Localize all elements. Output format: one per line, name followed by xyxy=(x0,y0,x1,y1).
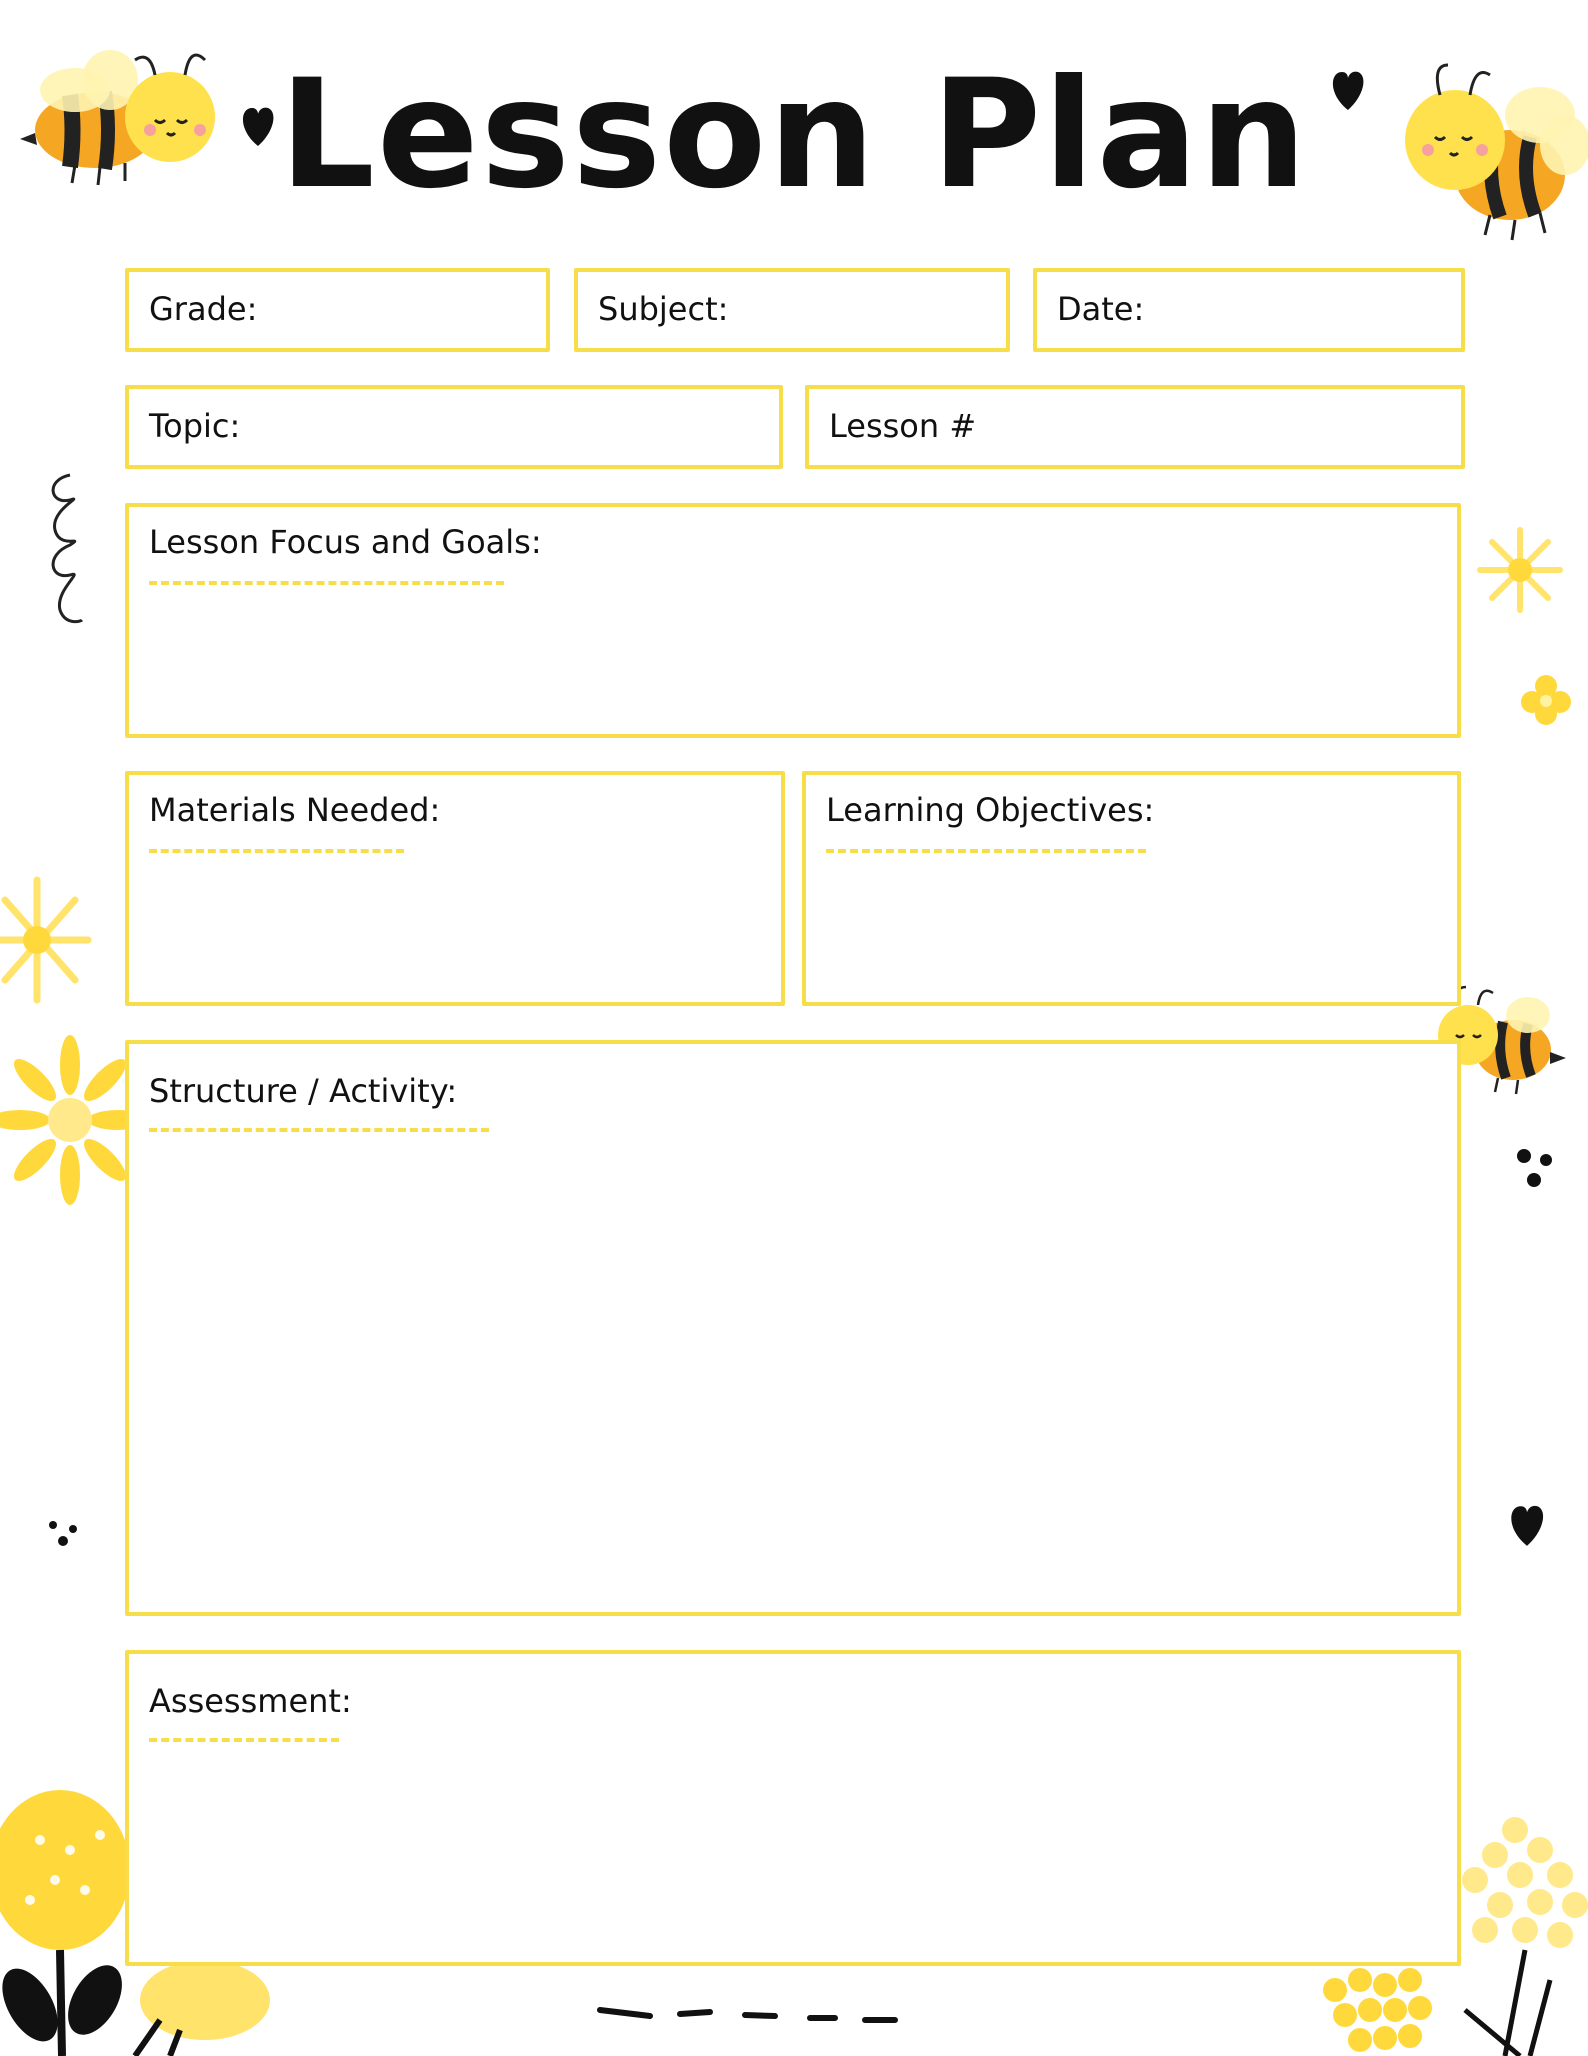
structure-activity-label: Structure / Activity: xyxy=(149,1072,458,1110)
lesson-number-label: Lesson # xyxy=(829,407,977,446)
grade-label: Grade: xyxy=(149,290,258,329)
assessment-underline xyxy=(149,1738,339,1742)
materials-label: Materials Needed: xyxy=(149,791,441,829)
structure-activity-box[interactable] xyxy=(125,1040,1461,1616)
dots-icon xyxy=(45,1515,85,1551)
focus-goals-underline xyxy=(149,581,504,585)
focus-goals-box[interactable] xyxy=(125,503,1461,738)
sun-flower-icon xyxy=(1475,525,1565,615)
grade-field[interactable] xyxy=(125,268,550,352)
topic-label: Topic: xyxy=(149,407,241,446)
subject-field[interactable] xyxy=(574,268,1010,352)
swirl-icon xyxy=(40,470,90,630)
daisy-flower-icon xyxy=(0,1035,130,1205)
small-flower-icon xyxy=(1518,672,1574,728)
subject-label: Subject: xyxy=(598,290,729,329)
heart-icon xyxy=(1505,1500,1549,1550)
bee-top-left-icon xyxy=(15,35,225,195)
sun-flower-icon xyxy=(0,875,95,1005)
dots-icon xyxy=(1512,1142,1560,1192)
dash-line-icon xyxy=(595,2000,905,2030)
topic-field[interactable] xyxy=(125,385,783,469)
bee-top-right-icon xyxy=(1390,45,1588,260)
objectives-underline xyxy=(826,849,1146,853)
structure-activity-underline xyxy=(149,1128,489,1132)
assessment-label: Assessment: xyxy=(149,1682,352,1720)
objectives-box[interactable] xyxy=(802,771,1461,1006)
lesson-number-field[interactable] xyxy=(805,385,1465,469)
focus-goals-label: Lesson Focus and Goals: xyxy=(149,523,542,561)
date-field[interactable] xyxy=(1033,268,1465,352)
heart-icon xyxy=(238,102,278,150)
date-label: Date: xyxy=(1057,290,1145,329)
assessment-box[interactable] xyxy=(125,1650,1461,1966)
heart-icon xyxy=(1328,66,1368,114)
page-title: Lesson Plan xyxy=(279,48,1309,222)
objectives-label: Learning Objectives: xyxy=(826,791,1155,829)
materials-underline xyxy=(149,849,404,853)
materials-box[interactable] xyxy=(125,771,785,1006)
